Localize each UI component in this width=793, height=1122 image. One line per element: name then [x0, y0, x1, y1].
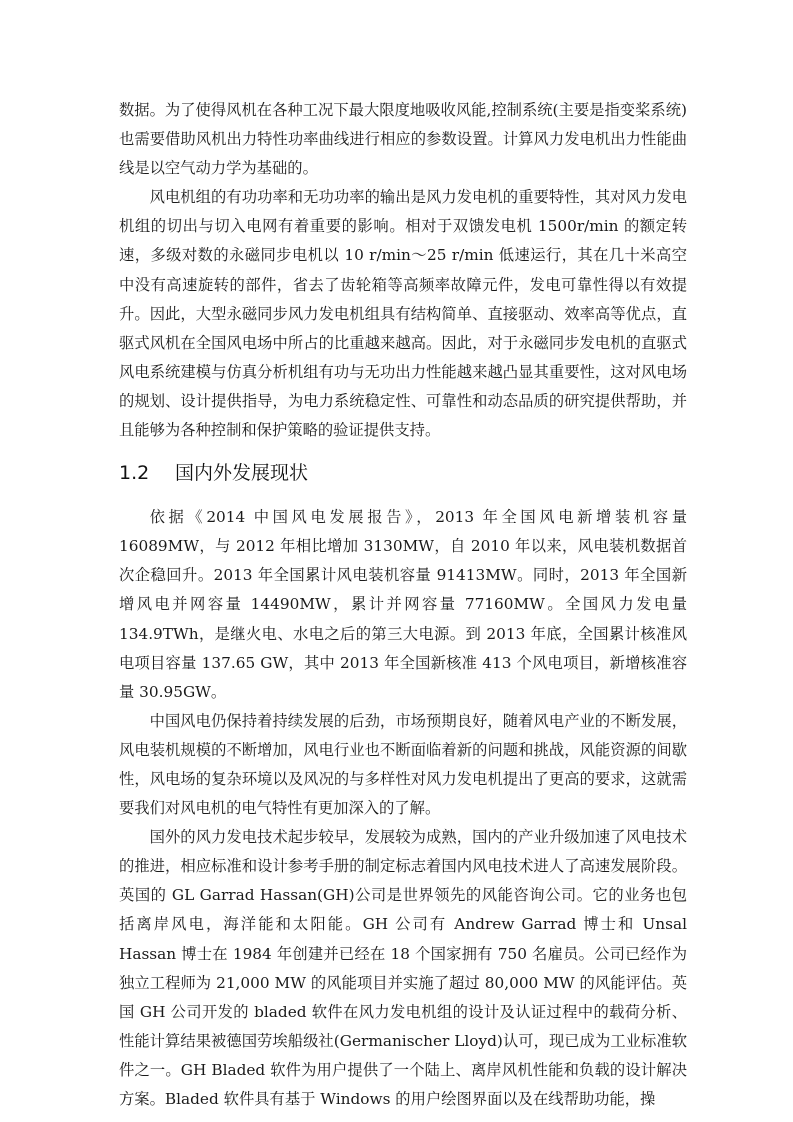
section-number: 1.2: [119, 462, 150, 485]
paragraph-5: 国外的风力发电技术起步较早，发展较为成熟，国内的产业升级加速了风电技术的推进，相应标准和设计参考手册的制定标志着国内风电技术进人了高速发展阶段。英国的 GL Garrad Hassan(GH)公司是世界领先的风能咨询公司。它的业务也包括离岸风电，海洋能和太阳能。GH 公司有 Andrew Garrad 博士和 Unsal Hassan 博士在 1984 年创建并已经在 18 个国家拥有 750 名雇员。公司已经作为独立工程师为 21,000 MW 的风能项目并实施了超过 80,000 MW 的风能评估。英国 GH 公司开发的 bladed 软件在风力发电机组的设计及认证过程中的载荷分析、性能计算结果被德国劳埃船级社(Germanischer Lloyd)认可，现已成为工业标准软件之一。GH Bladed 软件为用户提供了一个陆上、离岸风机性能和负载的设计解决方案。Bladed 软件具有基于 Windows 的用户绘图界面以及在线帮助功能，操: [119, 828, 687, 1108]
paragraph-3: 依据《2014 中国风电发展报告》，2013 年全国风电新增装机容量 16089MW，与 2012 年相比增加 3130MW，自 2010 年以来，风电装机数据首次企稳回升。2013 年全国累计风电装机容量 91413MW。同时，2013 年全国新增风电并网容量 14490MW，累计并网容量 77160MW。全国风力发电量 134.9TWh，是继火电、水电之后的第三大电源。到 2013 年底，全国累计核准风电项目容量 137.65 GW，其中 2013 年全国新核准 413 个风电项目，新增核准容量 30.95GW。: [119, 508, 687, 701]
paragraph-2: 风电机组的有功功率和无功功率的输出是风力发电机的重要特性，其对风力发电机组的切出与切入电网有着重要的影响。相对于双馈发电机 1500r/min 的额定转速，多级对数的永磁同步电机以 10 r/min～25 r/min 低速运行，其在几十米高空中没有高速旋转的部件，省去了齿轮箱等高频率故障元件，发电可靠性得以有效提升。因此，大型永磁同步风力发电机组具有结构简单、直接驱动、效率高等优点，直驱式风机在全国风电场中所占的比重越来越高。因此，对于永磁同步发电机的直驱式风电系统建模与仿真分析机组有功与无功出力性能越来越凸显其重要性，这对风电场的规划、设计提供指导，为电力系统稳定性、可靠性和动态品质的研究提供帮助，并且能够为各种控制和保护策略的验证提供支持。: [119, 188, 687, 440]
section-heading: [119, 459, 687, 487]
document-body: [119, 96, 687, 1114]
paragraph-1: 数据。为了使得风机在各种工况下最大限度地吸收风能,控制系统(主要是指变桨系统)也需要借助风机出力特性功率曲线进行相应的参数设置。计算风力发电机出力性能曲线是以空气动力学为基础的。: [119, 101, 687, 178]
section-title: 国内外发展现状: [175, 462, 309, 485]
paragraph-4: 中国风电仍保持着持续发展的后劲，市场预期良好，随着风电产业的不断发展，风电装机规模的不断增加，风电行业也不断面临着新的问题和挑战，风能资源的间歇性，风电场的复杂环境以及风况的与多样性对风力发电机提出了更高的要求，这就需要我们对风电机的电气特性有更加深入的了解。: [119, 711, 687, 818]
